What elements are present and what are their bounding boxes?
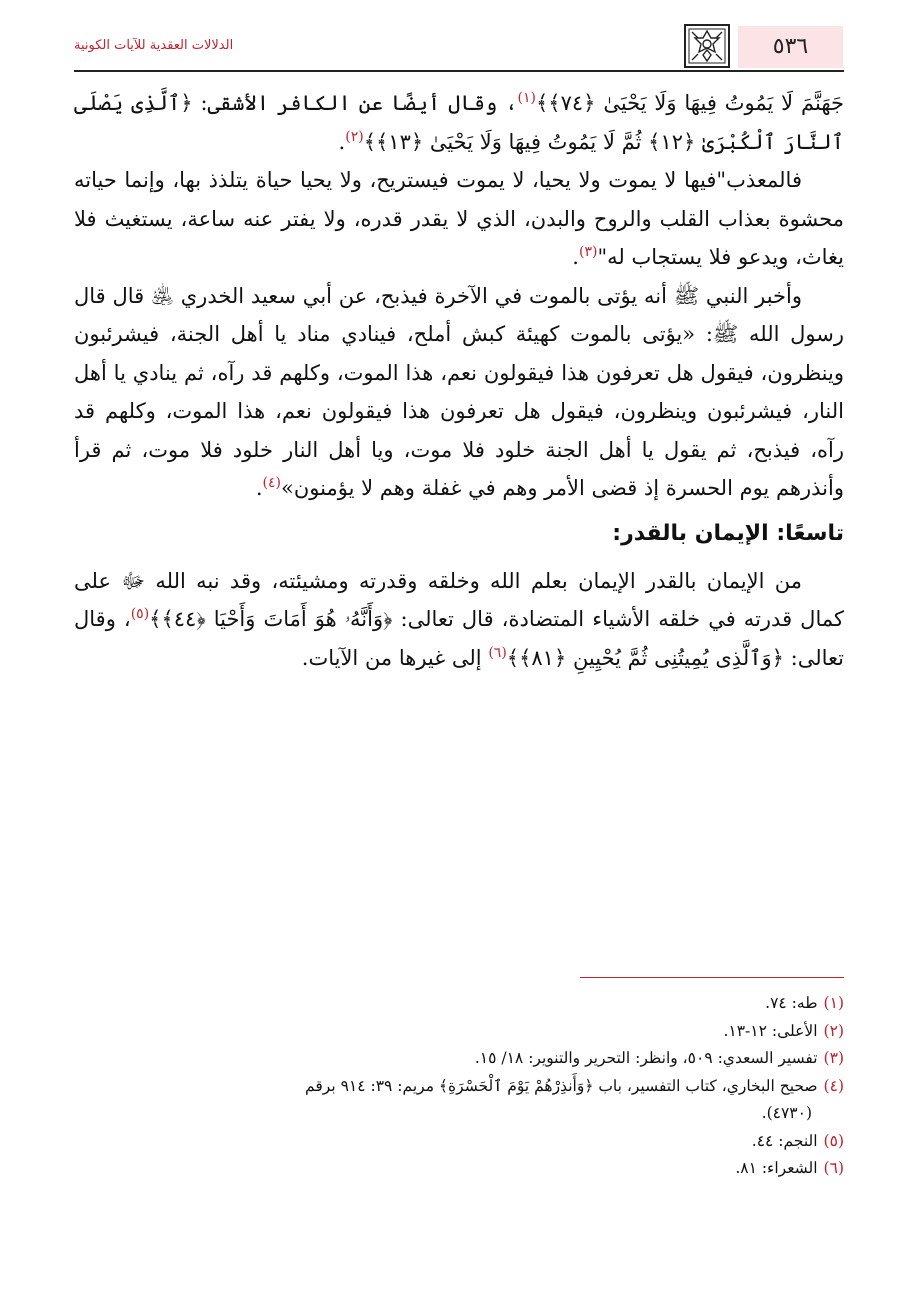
paragraph-text: من الإيمان بالقدر الإيمان بعلم الله وخلقه وقدرته ومشيئته، وقد نبه الله ﷻ على كمال قدرته في خلقه الأشياء المتضادة، قال تعالى: ﴿وَأَنَّهُۥ هُوَ أَمَاتَ وَأَحْيَا ﴿٤٤﴾﴾ bbox=[74, 568, 844, 631]
main-text bbox=[74, 84, 844, 677]
paragraph-text: . bbox=[338, 129, 346, 154]
paragraph-text: وأخبر النبي ﷺ أنه يؤتى بالموت في الآخرة فيذبح، عن أبي سعيد الخدري ﵁ قال قال رسول الله ﷺ: «يؤتى بالموت كهيئة كبش أملح، فينادي مناد يا أهل الجنة، فيشرئبون وينظرون، فيقول هل تعرفون هذا فيقولون نعم، هذا الموت، وكلهم قد رآه، ثم ينادي يا أهل النار، فيشرئبون وينظرون، فيقول هل تعرفون هذا فيقولون نعم، هذا الموت، وكلهم قد رآه، فيذبح، ثم يقول يا أهل الجنة خلود فلا موت، ويا أهل النار خلود فلا موت، ثم قرأ وأنذرهم يوم الحسرة إذ قضى الأمر وهم في غفلة وهم لا يؤمنون» bbox=[74, 283, 844, 500]
footnote-text: صحيح البخاري، كتاب التفسير، باب ﴿وَأَنذِرْهُمْ يَوْمَ ٱلْحَسْرَةِ﴾ مريم: ٣٩: ٩١٤ برقم bbox=[305, 1076, 818, 1095]
book-title: الدلالات العقدية للآيات الكونية bbox=[74, 38, 234, 53]
paragraph-3 bbox=[74, 277, 844, 508]
footnotes bbox=[74, 990, 844, 1183]
footnote-1 bbox=[74, 990, 844, 1018]
footnote-ref: (٤) bbox=[262, 475, 282, 491]
footnote-4-continued bbox=[74, 1100, 844, 1128]
footnote-text: (٤٧٣٠). bbox=[761, 1104, 812, 1122]
paragraph-4 bbox=[74, 562, 844, 678]
footnote-4 bbox=[74, 1073, 844, 1101]
footnote-number: (٥) bbox=[823, 1131, 844, 1150]
footnote-6 bbox=[74, 1155, 844, 1183]
footnote-ref: (٦) bbox=[488, 644, 507, 661]
ornament-icon bbox=[684, 24, 730, 68]
header-rule bbox=[74, 70, 844, 72]
footnote-ref: (٣) bbox=[578, 244, 598, 260]
paragraph-text: . bbox=[255, 476, 263, 500]
paragraph-text: ، وقال أيضًا عن الكافر الأشقى: ﴿ٱلَّذِى يَصْلَى ٱلنَّارَ ٱلْكُبْرَىٰ ﴿١٢﴾ ثُمَّ لَا يَمُوتُ فِيهَا وَلَا يَحْيَىٰ ﴿١٣﴾﴾ bbox=[74, 91, 844, 154]
paragraph-text: جَهَنَّمَ لَا يَمُوتُ فِيهَا وَلَا يَحْيَىٰ ﴿٧٤﴾﴾ bbox=[536, 91, 844, 115]
paragraph-2 bbox=[74, 161, 844, 277]
paragraph-1 bbox=[74, 84, 844, 161]
page-number: ٥٣٦ bbox=[772, 34, 809, 59]
paragraph-text: . bbox=[572, 245, 579, 269]
footnote-ref: (١) bbox=[517, 90, 536, 106]
footnote-text: تفسير السعدي: ٥٠٩، وانظر: التحرير والتنوير: ١٨/ ١٥. bbox=[474, 1049, 818, 1067]
paragraph-text: ، وقال تعالى: ﴿وَٱلَّذِى يُمِيتُنِى ثُمَّ يُحْيِينِ ﴿٨١﴾﴾ bbox=[74, 607, 844, 670]
footnote-2 bbox=[74, 1018, 844, 1046]
footnote-text: الشعراء: ٨١. bbox=[735, 1159, 818, 1177]
footnote-3 bbox=[74, 1045, 844, 1073]
footnote-rule bbox=[580, 977, 844, 978]
footnote-number: (٦) bbox=[823, 1159, 844, 1177]
section-heading: تاسعًا: الإيمان بالقدر: bbox=[612, 520, 844, 546]
footnote-5 bbox=[74, 1128, 844, 1156]
footnote-text: طه: ٧٤. bbox=[765, 994, 818, 1012]
footnote-number: (٣) bbox=[823, 1049, 844, 1067]
footnote-number: (١) bbox=[823, 994, 844, 1012]
paragraph-text: فالمعذب"فيها لا يموت ولا يحيا، لا يموت فيستريح، ولا يحيا حياة يتلذذ بها، وإنما حياته محشوة بعذاب القلب والروح والبدن، الذي لا يقدر قدره، ولا يفتر عنه ساعة، يستغيث فلا يغاث، ويدعو فلا يستجاب له" bbox=[74, 168, 844, 269]
footnote-ref: (٥) bbox=[130, 606, 150, 622]
paragraph-text: إلى غيرها من الآيات. bbox=[301, 645, 489, 670]
footnote-number: (٤) bbox=[823, 1076, 844, 1095]
footnote-text: الأعلى: ١٢-١٣. bbox=[723, 1021, 818, 1040]
footnote-text: النجم: ٤٤. bbox=[751, 1131, 818, 1150]
footnote-number: (٢) bbox=[823, 1021, 844, 1040]
footnote-ref: (٢) bbox=[345, 128, 364, 145]
